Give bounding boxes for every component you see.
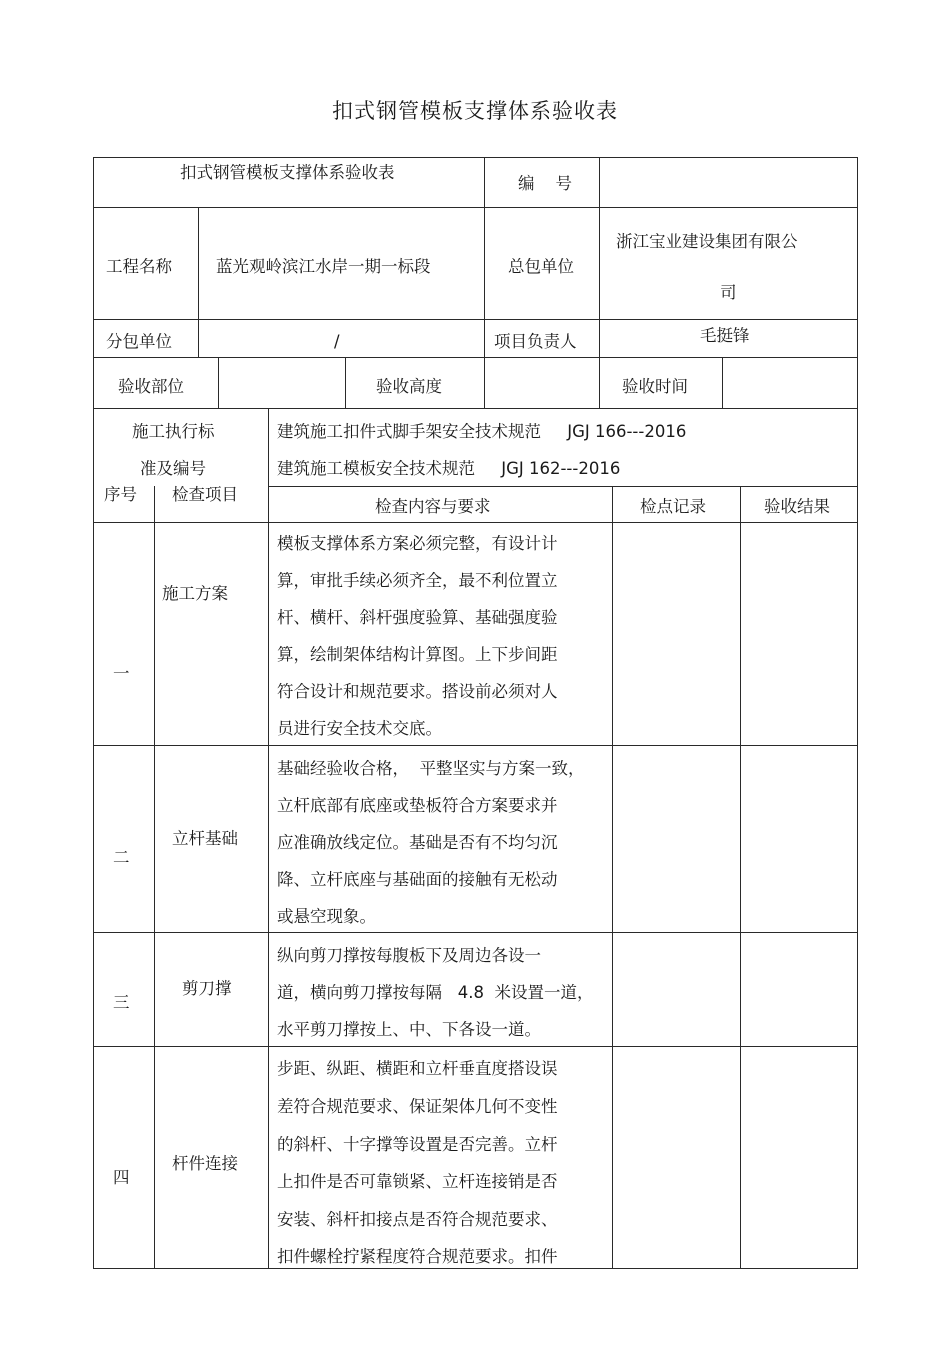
column-header-content: 检查内容与要求: [375, 497, 491, 516]
column-divider: [484, 357, 485, 408]
column-divider: [599, 157, 600, 357]
row-divider: [93, 745, 858, 746]
content-line: 或悬空现象。: [277, 907, 376, 926]
project-name-value: 蓝光观岭滨江水岸一期一标段: [216, 257, 431, 276]
number-label: 编 号: [518, 174, 572, 193]
content-line: 扣件螺栓拧紧程度符合规范要求。扣件: [277, 1247, 558, 1266]
content-line: 算，绘制架体结构计算图。上下步间距: [277, 645, 558, 664]
content-line: 纵向剪刀撑按每腹板下及周边各设一: [277, 946, 541, 965]
column-divider: [599, 357, 600, 408]
subcontractor-label: 分包单位: [106, 332, 172, 351]
row-item: 立杆基础: [172, 829, 238, 848]
column-divider: [268, 408, 269, 1269]
content-line: 上扣件是否可靠锁紧、立杆连接销是否: [277, 1172, 558, 1191]
subcontractor-value: /: [334, 332, 340, 351]
content-line: 算，审批手续必须齐全，最不利位置立: [277, 571, 558, 590]
content-line: 步距、纵距、横距和立杆垂直度搭设误: [277, 1059, 558, 1078]
content-line: 道，横向剪刀撑按每隔 4.8 米设置一道，: [277, 983, 594, 1002]
project-name-label: 工程名称: [106, 257, 172, 276]
standards-label-line2: 准及编号: [140, 459, 206, 478]
table-border-bottom: [93, 1268, 858, 1269]
general-contractor-value-line1: 浙江宝业建设集团有限公: [616, 232, 798, 251]
row-divider: [93, 207, 858, 208]
column-header-item: 检查项目: [172, 485, 238, 504]
general-contractor-label: 总包单位: [508, 257, 574, 276]
row-item: 剪刀撑: [182, 979, 232, 998]
column-divider: [484, 157, 485, 357]
content-line: 应准确放线定位。基础是否有不均匀沉: [277, 833, 558, 852]
column-divider: [612, 486, 613, 1269]
content-line: 杆、横杆、斜杆强度验算、基础强度验: [277, 608, 558, 627]
project-manager-label: 项目负责人: [494, 332, 577, 351]
table-border-top: [93, 157, 858, 158]
column-divider: [722, 357, 723, 408]
row-divider: [93, 408, 858, 409]
row-divider: [93, 1046, 858, 1047]
row-seq: 二: [113, 848, 130, 867]
row-item: 施工方案: [162, 584, 228, 603]
table-border-right: [857, 157, 858, 1269]
column-divider: [154, 486, 155, 1269]
content-line: 员进行安全技术交底。: [277, 719, 442, 738]
row-divider: [93, 319, 858, 320]
row-seq: 三: [113, 993, 130, 1012]
project-manager-value: 毛挺锋: [700, 326, 750, 345]
content-line: 立杆底部有底座或垫板符合方案要求并: [277, 796, 558, 815]
form-title: 扣式钢管模板支撑体系验收表: [180, 163, 395, 182]
row-divider: [93, 357, 858, 358]
content-line: 差符合规范要求、保证架体几何不变性: [277, 1097, 558, 1116]
acceptance-location-label: 验收部位: [118, 377, 184, 396]
row-divider: [93, 522, 858, 523]
column-divider: [740, 486, 741, 1269]
row-divider: [268, 486, 858, 487]
column-header-record: 检点记录: [640, 497, 706, 516]
standards-label-line1: 施工执行标: [132, 422, 215, 441]
content-line: 符合设计和规范要求。搭设前必须对人: [277, 682, 558, 701]
column-divider: [345, 357, 346, 408]
row-seq: 一: [113, 664, 130, 683]
table-border-left: [93, 157, 94, 1269]
content-line: 降、立杆底座与基础面的接触有无松动: [277, 870, 558, 889]
page-title: 扣式钢管模板支撑体系验收表: [332, 99, 618, 123]
content-line: 的斜杆、十字撑等设置是否完善。立杆: [277, 1135, 558, 1154]
column-header-result: 验收结果: [764, 497, 830, 516]
row-item: 杆件连接: [172, 1154, 238, 1173]
acceptance-height-label: 验收高度: [376, 377, 442, 396]
row-seq: 四: [113, 1168, 130, 1187]
column-divider: [198, 207, 199, 357]
content-line: 基础经验收合格， 平整坚实与方案一致，: [277, 759, 585, 778]
content-line: 安装、斜杆扣接点是否符合规范要求、: [277, 1210, 558, 1229]
column-divider: [218, 357, 219, 408]
row-divider: [93, 932, 858, 933]
content-line: 水平剪刀撑按上、中、下各设一道。: [277, 1020, 541, 1039]
standard-item: 建筑施工模板安全技术规范 JGJ 162---2016: [277, 459, 621, 478]
column-header-seq: 序号: [104, 485, 137, 504]
acceptance-time-label: 验收时间: [622, 377, 688, 396]
standard-item: 建筑施工扣件式脚手架安全技术规范 JGJ 166---2016: [277, 422, 687, 441]
general-contractor-value-line2: 司: [720, 283, 737, 302]
content-line: 模板支撑体系方案必须完整，有设计计: [277, 534, 558, 553]
